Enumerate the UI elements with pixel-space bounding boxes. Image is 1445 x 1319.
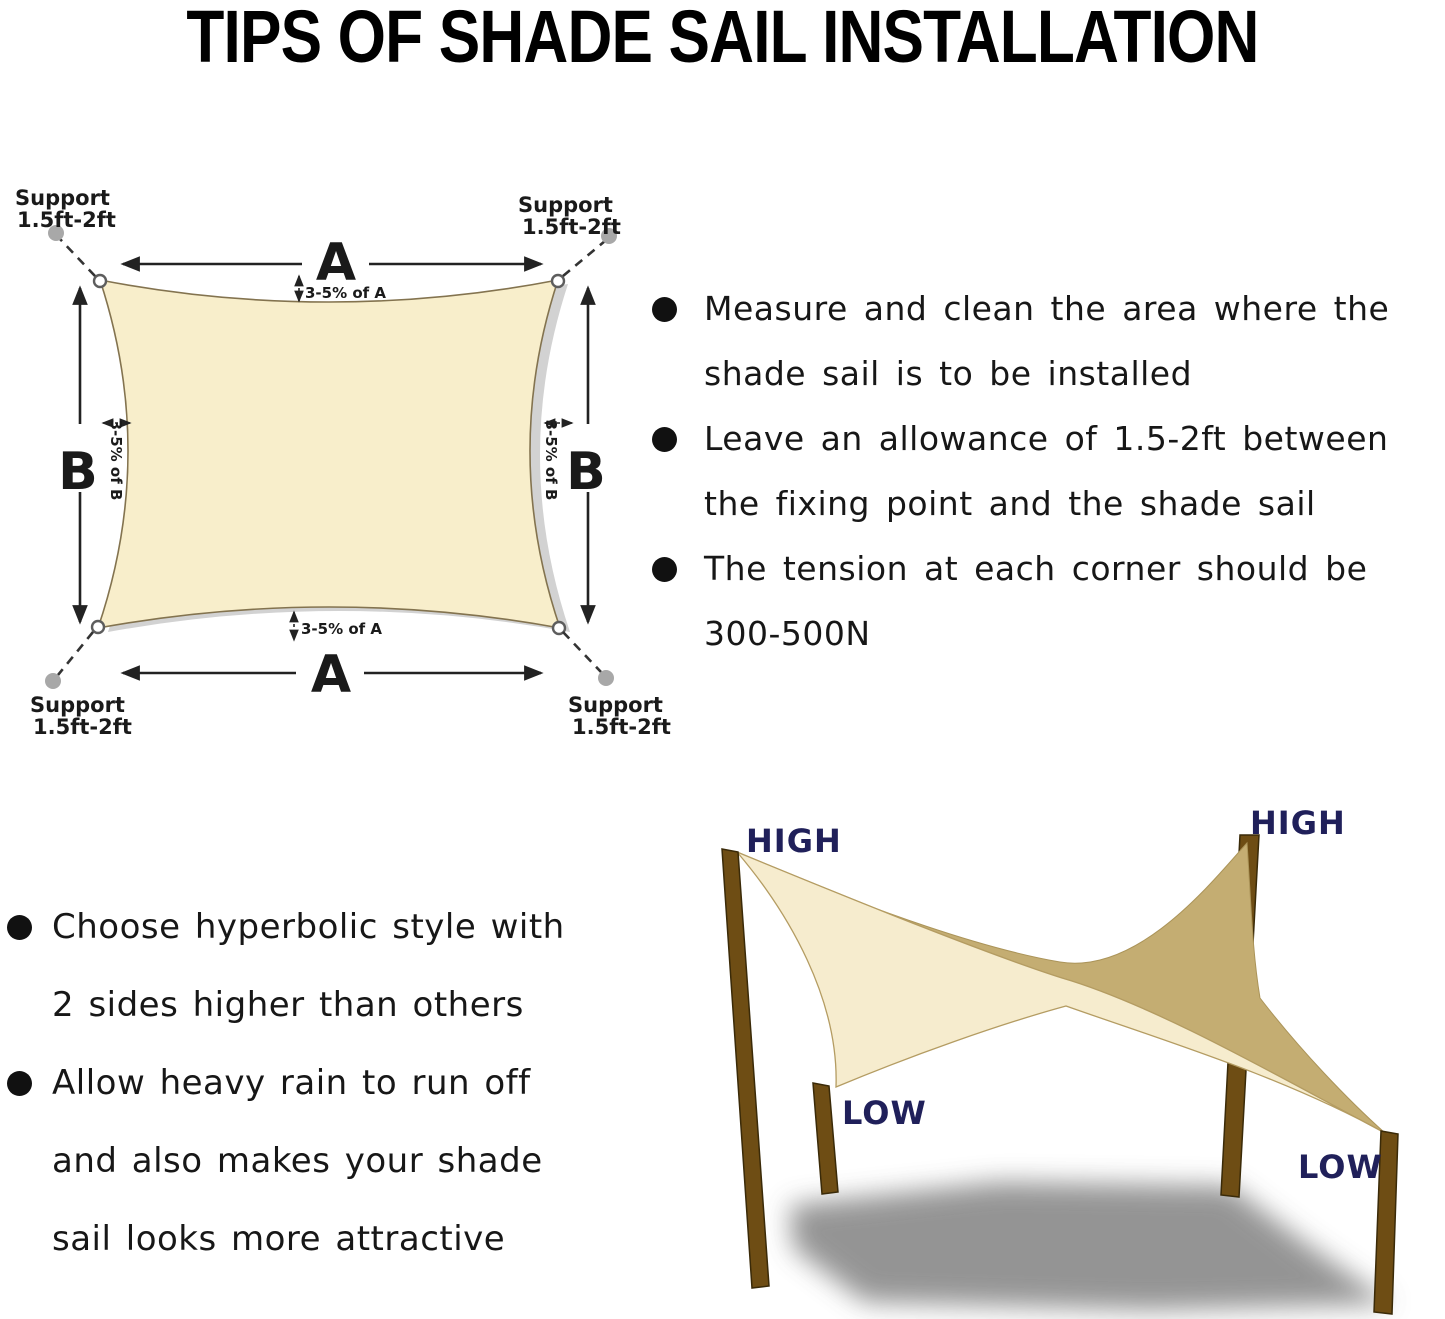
bullet-icon	[652, 297, 677, 322]
tip-text	[52, 1044, 637, 1278]
tip-text	[704, 536, 1445, 666]
ground-shadow	[790, 1182, 1392, 1310]
grommet-bottom-left	[92, 621, 104, 633]
sag-a-bottom-label: 3-5% of A	[301, 620, 383, 638]
grommet-top-left	[94, 275, 106, 287]
tip-line: Measure and clean the area where the	[704, 289, 1390, 328]
dim-b-right-letter: B	[566, 442, 606, 502]
tip-text	[52, 888, 637, 1044]
grommet-top-right	[552, 275, 564, 287]
list-item	[645, 276, 1445, 406]
support-label-top-right-2: 1.5ft-2ft	[522, 215, 621, 239]
post-high-left	[722, 849, 769, 1288]
style-tips-list	[2, 888, 637, 1278]
tip-line: shade sail is to be installed	[704, 354, 1193, 393]
tether-bottom-left	[58, 632, 93, 675]
page-title: TIPS OF SHADE SAIL INSTALLATION	[186, 0, 1259, 78]
post-low-left	[813, 1083, 838, 1194]
list-item	[645, 406, 1445, 536]
tip-line: Leave an allowance of 1.5-2ft between	[704, 419, 1389, 458]
tip-text	[704, 406, 1445, 536]
sail-front-face	[737, 852, 1385, 1133]
sag-a-top-label: 3-5% of A	[305, 284, 387, 302]
list-item	[645, 536, 1445, 666]
tip-line: and also makes your shade	[52, 1141, 543, 1181]
support-label-bottom-left-1: Support	[30, 693, 125, 717]
sag-b-left-label: 3-5% of B	[107, 419, 125, 501]
hyperbolic-illustration	[685, 795, 1445, 1319]
bullet-icon	[652, 427, 677, 452]
tip-line: sail looks more attractive	[52, 1219, 506, 1259]
sail-shape	[98, 280, 560, 628]
tip-text	[704, 276, 1445, 406]
dim-a-bottom-letter: A	[310, 645, 352, 705]
low-label-right: LOW	[1298, 1148, 1383, 1186]
list-item	[2, 888, 637, 1044]
support-label-top-right-1: Support	[518, 193, 613, 217]
tip-line: Allow heavy rain to run off	[52, 1063, 531, 1103]
high-label-right: HIGH	[1250, 804, 1346, 842]
support-dot-bottom-left	[45, 673, 61, 689]
support-label-top-left-1: Support	[15, 186, 110, 210]
bullet-icon	[652, 557, 677, 582]
support-label-top-left-2: 1.5ft-2ft	[17, 208, 116, 232]
list-item	[2, 1044, 637, 1278]
bullet-icon	[7, 1071, 32, 1096]
dim-b-left-letter: B	[58, 442, 98, 502]
support-label-bottom-left-2: 1.5ft-2ft	[33, 715, 132, 739]
tether-top-right	[563, 241, 605, 276]
support-dot-bottom-right	[598, 670, 614, 686]
bullet-icon	[7, 915, 32, 940]
dim-a-top-letter: A	[315, 233, 357, 293]
support-label-bottom-right-1: Support	[568, 693, 663, 717]
tip-line: Choose hyperbolic style with	[52, 907, 565, 947]
tip-line: The tension at each corner should be	[704, 549, 1368, 588]
high-label-left: HIGH	[746, 822, 842, 860]
tip-line: 300-500N	[704, 614, 871, 653]
install-tips-list	[645, 276, 1445, 666]
tether-top-left	[60, 239, 95, 276]
tip-line: 2 sides higher than others	[52, 985, 524, 1025]
tether-bottom-right	[563, 632, 601, 672]
low-label-left: LOW	[842, 1094, 927, 1132]
sag-b-right-label: 3-5% of B	[542, 419, 560, 501]
support-label-bottom-right-2: 1.5ft-2ft	[572, 715, 671, 739]
tip-line: the fixing point and the shade sail	[704, 484, 1316, 523]
dimension-diagram	[0, 175, 680, 750]
